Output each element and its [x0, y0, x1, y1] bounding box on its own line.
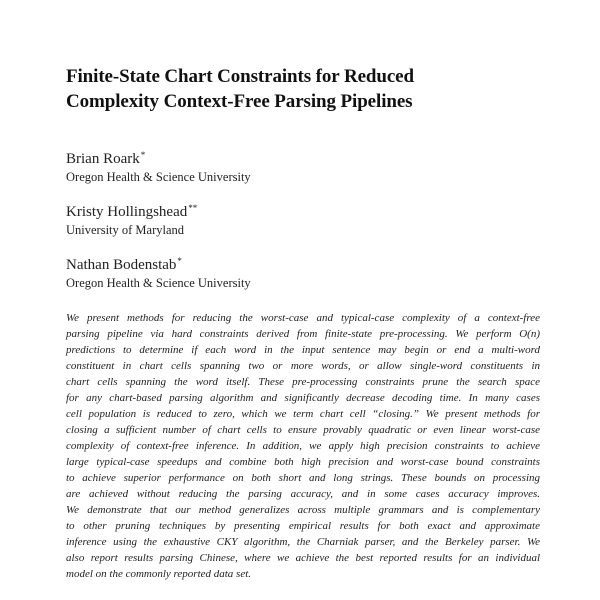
abstract-line: We present methods for reducing the worst-case and typical-case complexity of a context-free: [66, 312, 540, 324]
abstract-line: parsing pipeline via hard constraints derived from finite-state pre-processing. We perform O(n): [66, 328, 540, 340]
abstract-line: to other pruning techniques by presenting empirical results for both exact and approximate: [66, 520, 540, 532]
author-block: [66, 146, 536, 186]
abstract-line: closing a sufficient number of chart cells to ensure provably quadratic or even linear worst-case: [66, 424, 540, 436]
author-block: [66, 252, 536, 292]
abstract-line: large typical-case speedups and combine both high precision and worst-case bound constraints: [66, 456, 540, 468]
author-affiliation: Oregon Health & Science University: [66, 170, 251, 184]
author-name: Brian Roark*: [66, 150, 146, 167]
author-name: Nathan Bodenstab*: [66, 256, 182, 273]
author-affiliation: University of Maryland: [66, 223, 185, 237]
abstract-line: chart cells spanning the word itself. These pre-processing constraints prune the search space: [66, 376, 540, 388]
abstract-line: for any chart-based parsing algorithm and significantly decrease decoding time. In many cases: [66, 392, 540, 404]
abstract-line: cell population is reduced to zero, which we term chart cell “closing.” We present methods for: [66, 408, 540, 420]
author-name: Kristy Hollingshead**: [66, 203, 198, 220]
abstract-line: predictions to determine if each word in the input sentence may begin or end a multi-word: [66, 344, 540, 356]
abstract-line: also report results parsing Chinese, where we achieve the best reported results for an individual: [66, 552, 540, 564]
abstract-line: inference using the exhaustive CKY algorithm, the Charniak parser, and the Berkeley parser. We: [66, 536, 540, 548]
abstract-line: model on the commonly reported data set.: [66, 568, 252, 580]
author-affiliation: Oregon Health & Science University: [66, 276, 251, 290]
title-line-2: Complexity Context-Free Parsing Pipelines: [66, 91, 413, 112]
author-footnote-mark: **: [188, 203, 198, 213]
abstract-line: are achieved without reducing the parsing accuracy, and in some cases accuracy improves.: [66, 488, 540, 500]
abstract-line: to achieve superior performance on both short and long strings. These bounds on processing: [66, 472, 540, 484]
author-list: [66, 146, 536, 305]
abstract-line: constituent in chart cells spanning two or more words, or allow single-word constituents in: [66, 360, 540, 372]
paper-title: [66, 64, 536, 114]
author-footnote-mark: *: [140, 150, 146, 160]
abstract-line: We demonstrate that our method generalizes across multiple grammars and is complementary: [66, 504, 540, 516]
author-block: [66, 199, 536, 239]
abstract-line: complexity of context-free inference. In addition, we apply high precision constraints to achieve: [66, 440, 540, 452]
abstract: [66, 310, 540, 582]
author-footnote-mark: *: [177, 256, 182, 266]
title-line-1: Finite-State Chart Constraints for Reduced: [66, 66, 414, 87]
